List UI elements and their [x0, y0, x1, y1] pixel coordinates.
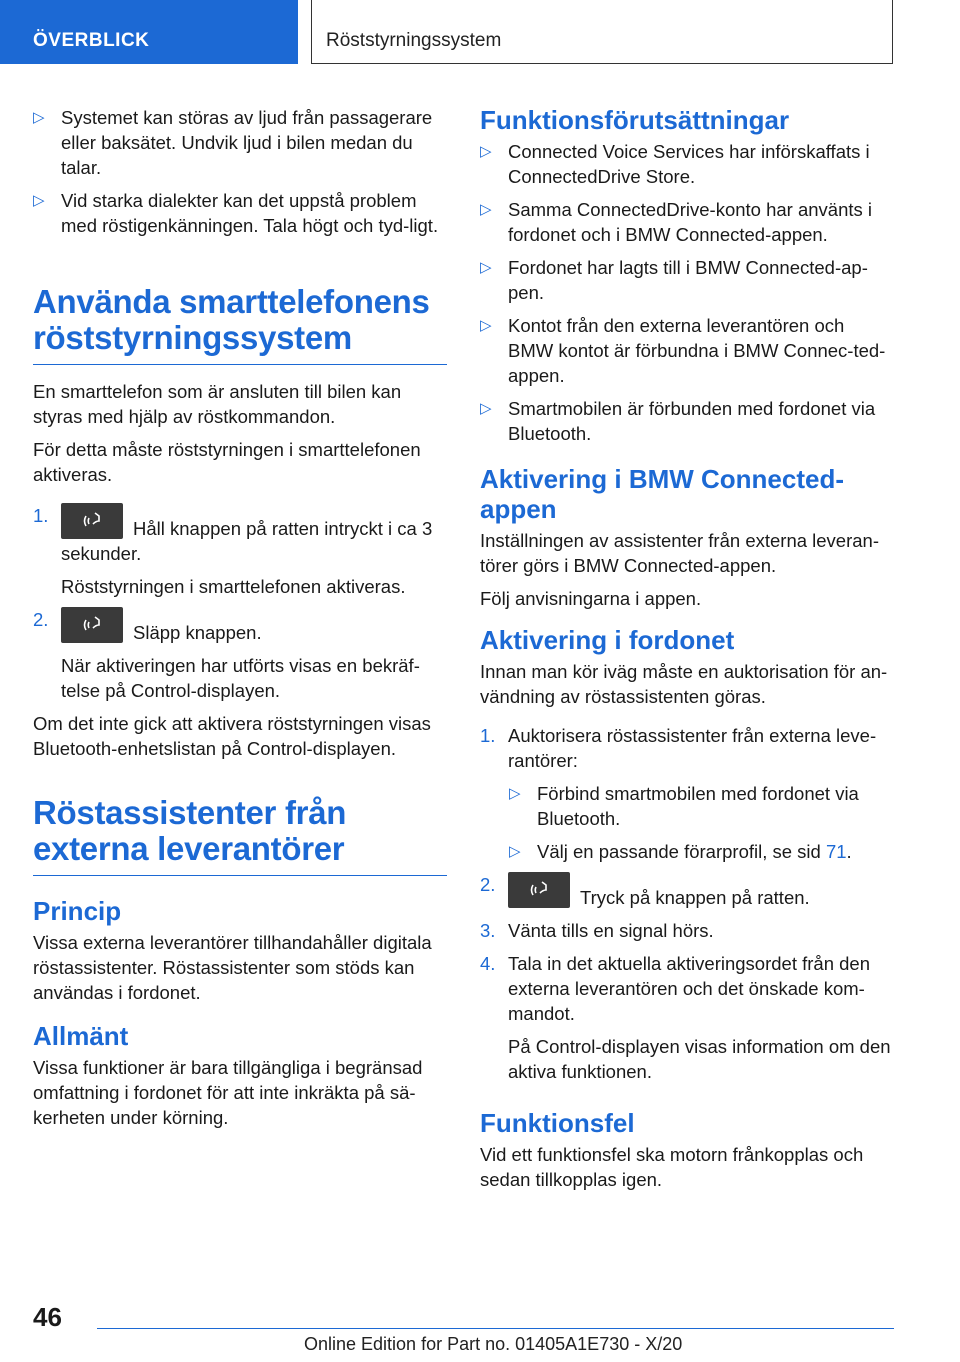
triangle-bullet-icon: ▷: [480, 143, 492, 160]
section-tab-label: ÖVERBLICK: [33, 30, 150, 51]
triangle-bullet-icon: ▷: [33, 192, 45, 209]
paragraph: För detta måste röststyrningen i smarttelefonen aktiveras.: [33, 439, 421, 485]
voice-button-icon: [61, 503, 123, 539]
paragraph: Inställningen av assistenter från externa leveran-törer görs i BMW Connected-appen.: [480, 530, 879, 576]
chapter-title: Röststyrningssystem: [326, 30, 502, 51]
footer-text: Online Edition for Part no. 01405A1E730 - X/20: [304, 1334, 683, 1354]
left-column: [33, 105, 447, 1130]
heading-requirements: Funktionsförutsättningar: [480, 105, 790, 135]
step-item: 4. Tala in det aktuella aktiveringsordet från den externa leverantören och det önskade kom-mandot. På Control-displayen visas information om den aktiva funktionen.: [480, 953, 891, 1082]
voice-button-icon: [508, 872, 570, 908]
step-number: 4.: [480, 953, 496, 974]
list-item: ▷ Vid starka dialekter kan det uppstå problem med röstigenkänningen. Tala högt och tyd-ligt.: [33, 190, 439, 236]
list-item: ▷ Systemet kan störas av ljud från passagerare eller baksätet. Undvik ljud i bilen medan du talar.: [33, 107, 433, 178]
triangle-bullet-icon: ▷: [480, 400, 492, 417]
step-item: 2. Släpp knappen. När aktiveringen har utförts visas en bekräf-telse på Control-displayen.: [33, 609, 420, 701]
step-item: 1. Auktorisera röstassistenter från externa leve-rantörer: ▷ Förbind smartmobilen med fordonet via Bluetooth. ▷ Välj en passande förarprofil, se sid 71.: [480, 723, 894, 864]
triangle-bullet-icon: ▷: [480, 201, 492, 218]
step-number: 1.: [33, 505, 49, 526]
chapter-header: [311, 0, 893, 64]
list-item: ▷ Smartmobilen är förbunden med fordonet via Bluetooth.: [480, 398, 876, 444]
step-number: 2.: [33, 609, 49, 630]
list-item: ▷ Samma ConnectedDrive-konto har använts i fordonet och i BMW Connected-appen.: [480, 199, 873, 245]
triangle-bullet-icon: ▷: [480, 317, 492, 334]
paragraph: En smarttelefon som är ansluten till bilen kan styras med hjälp av röstkommandon.: [33, 381, 402, 427]
list-item: ▷ Välj en passande förarprofil, se sid 71.: [509, 841, 852, 862]
paragraph: Följ anvisningarna i appen.: [480, 588, 702, 609]
paragraph: Vissa funktioner är bara tillgängliga i begränsad omfattning i fordonet för att inte inkräkta på sä-kerheten under körning.: [33, 1057, 423, 1128]
triangle-bullet-icon: ▷: [509, 785, 521, 802]
triangle-bullet-icon: ▷: [509, 843, 521, 860]
section-tab[interactable]: [0, 0, 298, 64]
heading-smartphone-voice: Använda smarttelefonens röststyrningssystem: [33, 284, 447, 365]
step-number: 3.: [480, 920, 496, 941]
step-number: 2.: [480, 874, 496, 895]
list-item: ▷ Kontot från den externa leverantören och BMW kontot är förbundna i BMW Connec-ted-appen.: [480, 315, 886, 386]
heading-app-activation: Aktivering i BMW Connected-appen: [480, 464, 845, 524]
heading-vehicle-activation: Aktivering i fordonet: [480, 625, 735, 655]
voice-button-icon: [61, 607, 123, 643]
step-number: 1.: [480, 725, 496, 746]
list-item: ▷ Connected Voice Services har införskaffats i ConnectedDrive Store.: [480, 141, 870, 187]
paragraph: Innan man kör iväg måste en auktorisation för an-vändning av röstassistenten göras.: [480, 661, 888, 707]
triangle-bullet-icon: ▷: [33, 109, 45, 126]
list-item: ▷ Fordonet har lagts till i BMW Connected-ap-pen.: [480, 257, 868, 303]
triangle-bullet-icon: ▷: [480, 259, 492, 276]
step-item: 3. Vänta tills en signal hörs.: [480, 920, 714, 941]
list-item: ▷ Förbind smartmobilen med fordonet via Bluetooth.: [509, 783, 859, 829]
step-item: 2. Tryck på knappen på ratten.: [480, 874, 810, 908]
paragraph: Vissa externa leverantörer tillhandahåller digitala röstassistenter. Röstassistenter som stöds kan användas i fordonet.: [33, 932, 432, 1003]
heading-allmant: Allmänt: [33, 1021, 129, 1051]
footer-divider: [97, 1328, 894, 1329]
heading-external-assistants: Röstassistenter från externa leverantörer: [33, 795, 447, 876]
page-number: 46: [33, 1302, 62, 1332]
paragraph: Om det inte gick att aktivera röststyrningen visas Bluetooth-enhetslistan på Control-displayen.: [33, 713, 431, 759]
paragraph: Vid ett funktionsfel ska motorn frånkopplas och sedan tillkopplas igen.: [480, 1144, 864, 1190]
heading-malfunction: Funktionsfel: [480, 1108, 635, 1138]
page-reference-link[interactable]: 71: [825, 841, 847, 862]
step-item: 1. Håll knappen på ratten intryckt i ca 3 sekunder. Röststyrningen i smarttelefonen aktiveras.: [33, 505, 433, 597]
heading-princip: Princip: [33, 896, 122, 926]
right-column: [480, 105, 894, 1192]
